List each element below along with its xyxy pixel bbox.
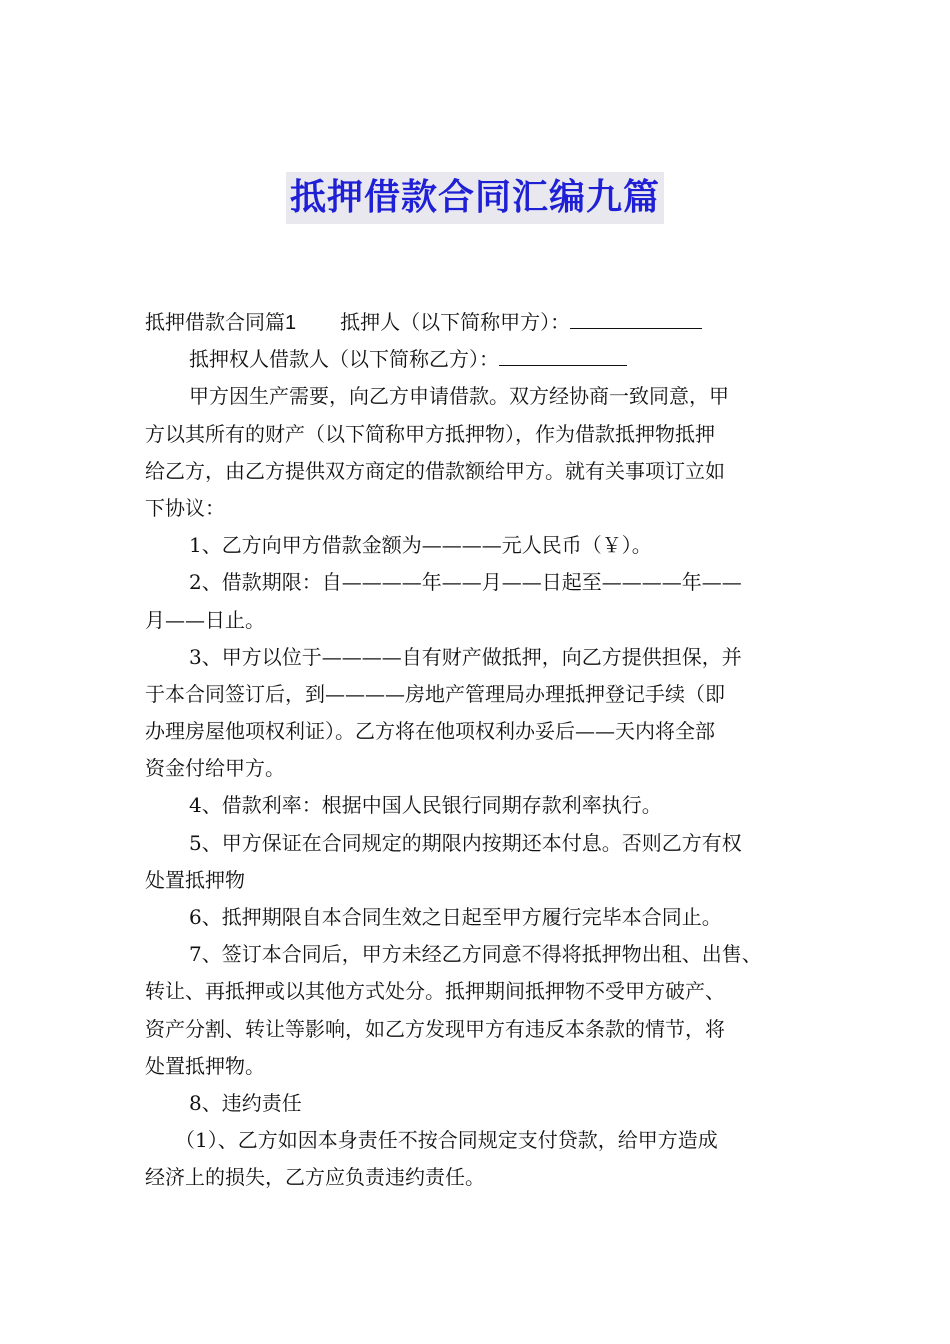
clause-7-cont: 资产分割、转让等影响，如乙方发现甲方有违反本条款的情节，将 [145, 1016, 725, 1041]
clause-8: 8、违约责任 [189, 1090, 302, 1115]
clause-6: 6、抵押期限自本合同生效之日起至甲方履行完毕本合同止。 [189, 905, 722, 929]
clause-2-cont: 月——日止。 [145, 607, 265, 632]
mortgagor-blank [570, 306, 702, 329]
clause-3-cont: 资金付给甲方。 [145, 756, 285, 781]
contract-heading-line [145, 304, 815, 341]
paragraph-line: 给乙方，由乙方提供双方商定的借款额给甲方。就有关事项订立如 [145, 458, 725, 483]
clause-8-1: （1）、乙方如因本身责任不按合同规定支付贷款，给甲方造成 [175, 1128, 718, 1153]
document-body [145, 304, 815, 1197]
clause-7: 7、签订本合同后，甲方未经乙方同意不得将抵押物出租、出售、 [189, 942, 762, 967]
clause-3-cont: 于本合同签订后，到————房地产管理局办理抵押登记手续（即 [145, 681, 725, 706]
clause-7-cont: 转让、再抵押或以其他方式处分。抵押期间抵押物不受甲方破产、 [145, 979, 725, 1004]
document-title-text: 抵押借款合同汇编九篇 [286, 172, 664, 224]
paragraph-line: 下协议： [145, 495, 225, 520]
clause-2: 2、借款期限：自————年——月——日起至————年—— [189, 570, 742, 595]
clause-5-cont: 处置抵押物 [145, 867, 245, 892]
clause-7-cont: 处置抵押物。 [145, 1053, 265, 1078]
mortgagee-blank [499, 343, 627, 366]
mortgagee-label: 抵押权人借款人（以下简称乙方）： [189, 347, 499, 372]
contract-number: 1 [285, 312, 297, 334]
document-title [0, 172, 950, 224]
clause-3: 3、甲方以位于————自有财产做抵押，向乙方提供担保，并 [189, 644, 742, 669]
clause-8-1-cont: 经济上的损失，乙方应负责违约责任。 [145, 1165, 485, 1190]
clause-4: 4、借款利率：根据中国人民银行同期存款利率执行。 [189, 793, 662, 818]
clause-3-cont: 办理房屋他项权利证）。乙方将在他项权利办妥后——天内将全部 [145, 719, 715, 744]
clause-5: 5、甲方保证在合同规定的期限内按期还本付息。否则乙方有权 [189, 830, 742, 855]
mortgagor-label: 抵押人（以下简称甲方）： [340, 310, 571, 334]
contract-heading-text: 抵押借款合同篇 [145, 310, 285, 334]
clause-1: 1、乙方向甲方借款金额为————元人民币（￥）。 [189, 533, 652, 558]
paragraph-line: 方以其所有的财产（以下简称甲方抵押物），作为借款抵押物抵押 [145, 421, 715, 446]
paragraph-line: 甲方因生产需要，向乙方申请借款。双方经协商一致同意，甲 [189, 384, 729, 409]
mortgagee-line [145, 341, 815, 378]
